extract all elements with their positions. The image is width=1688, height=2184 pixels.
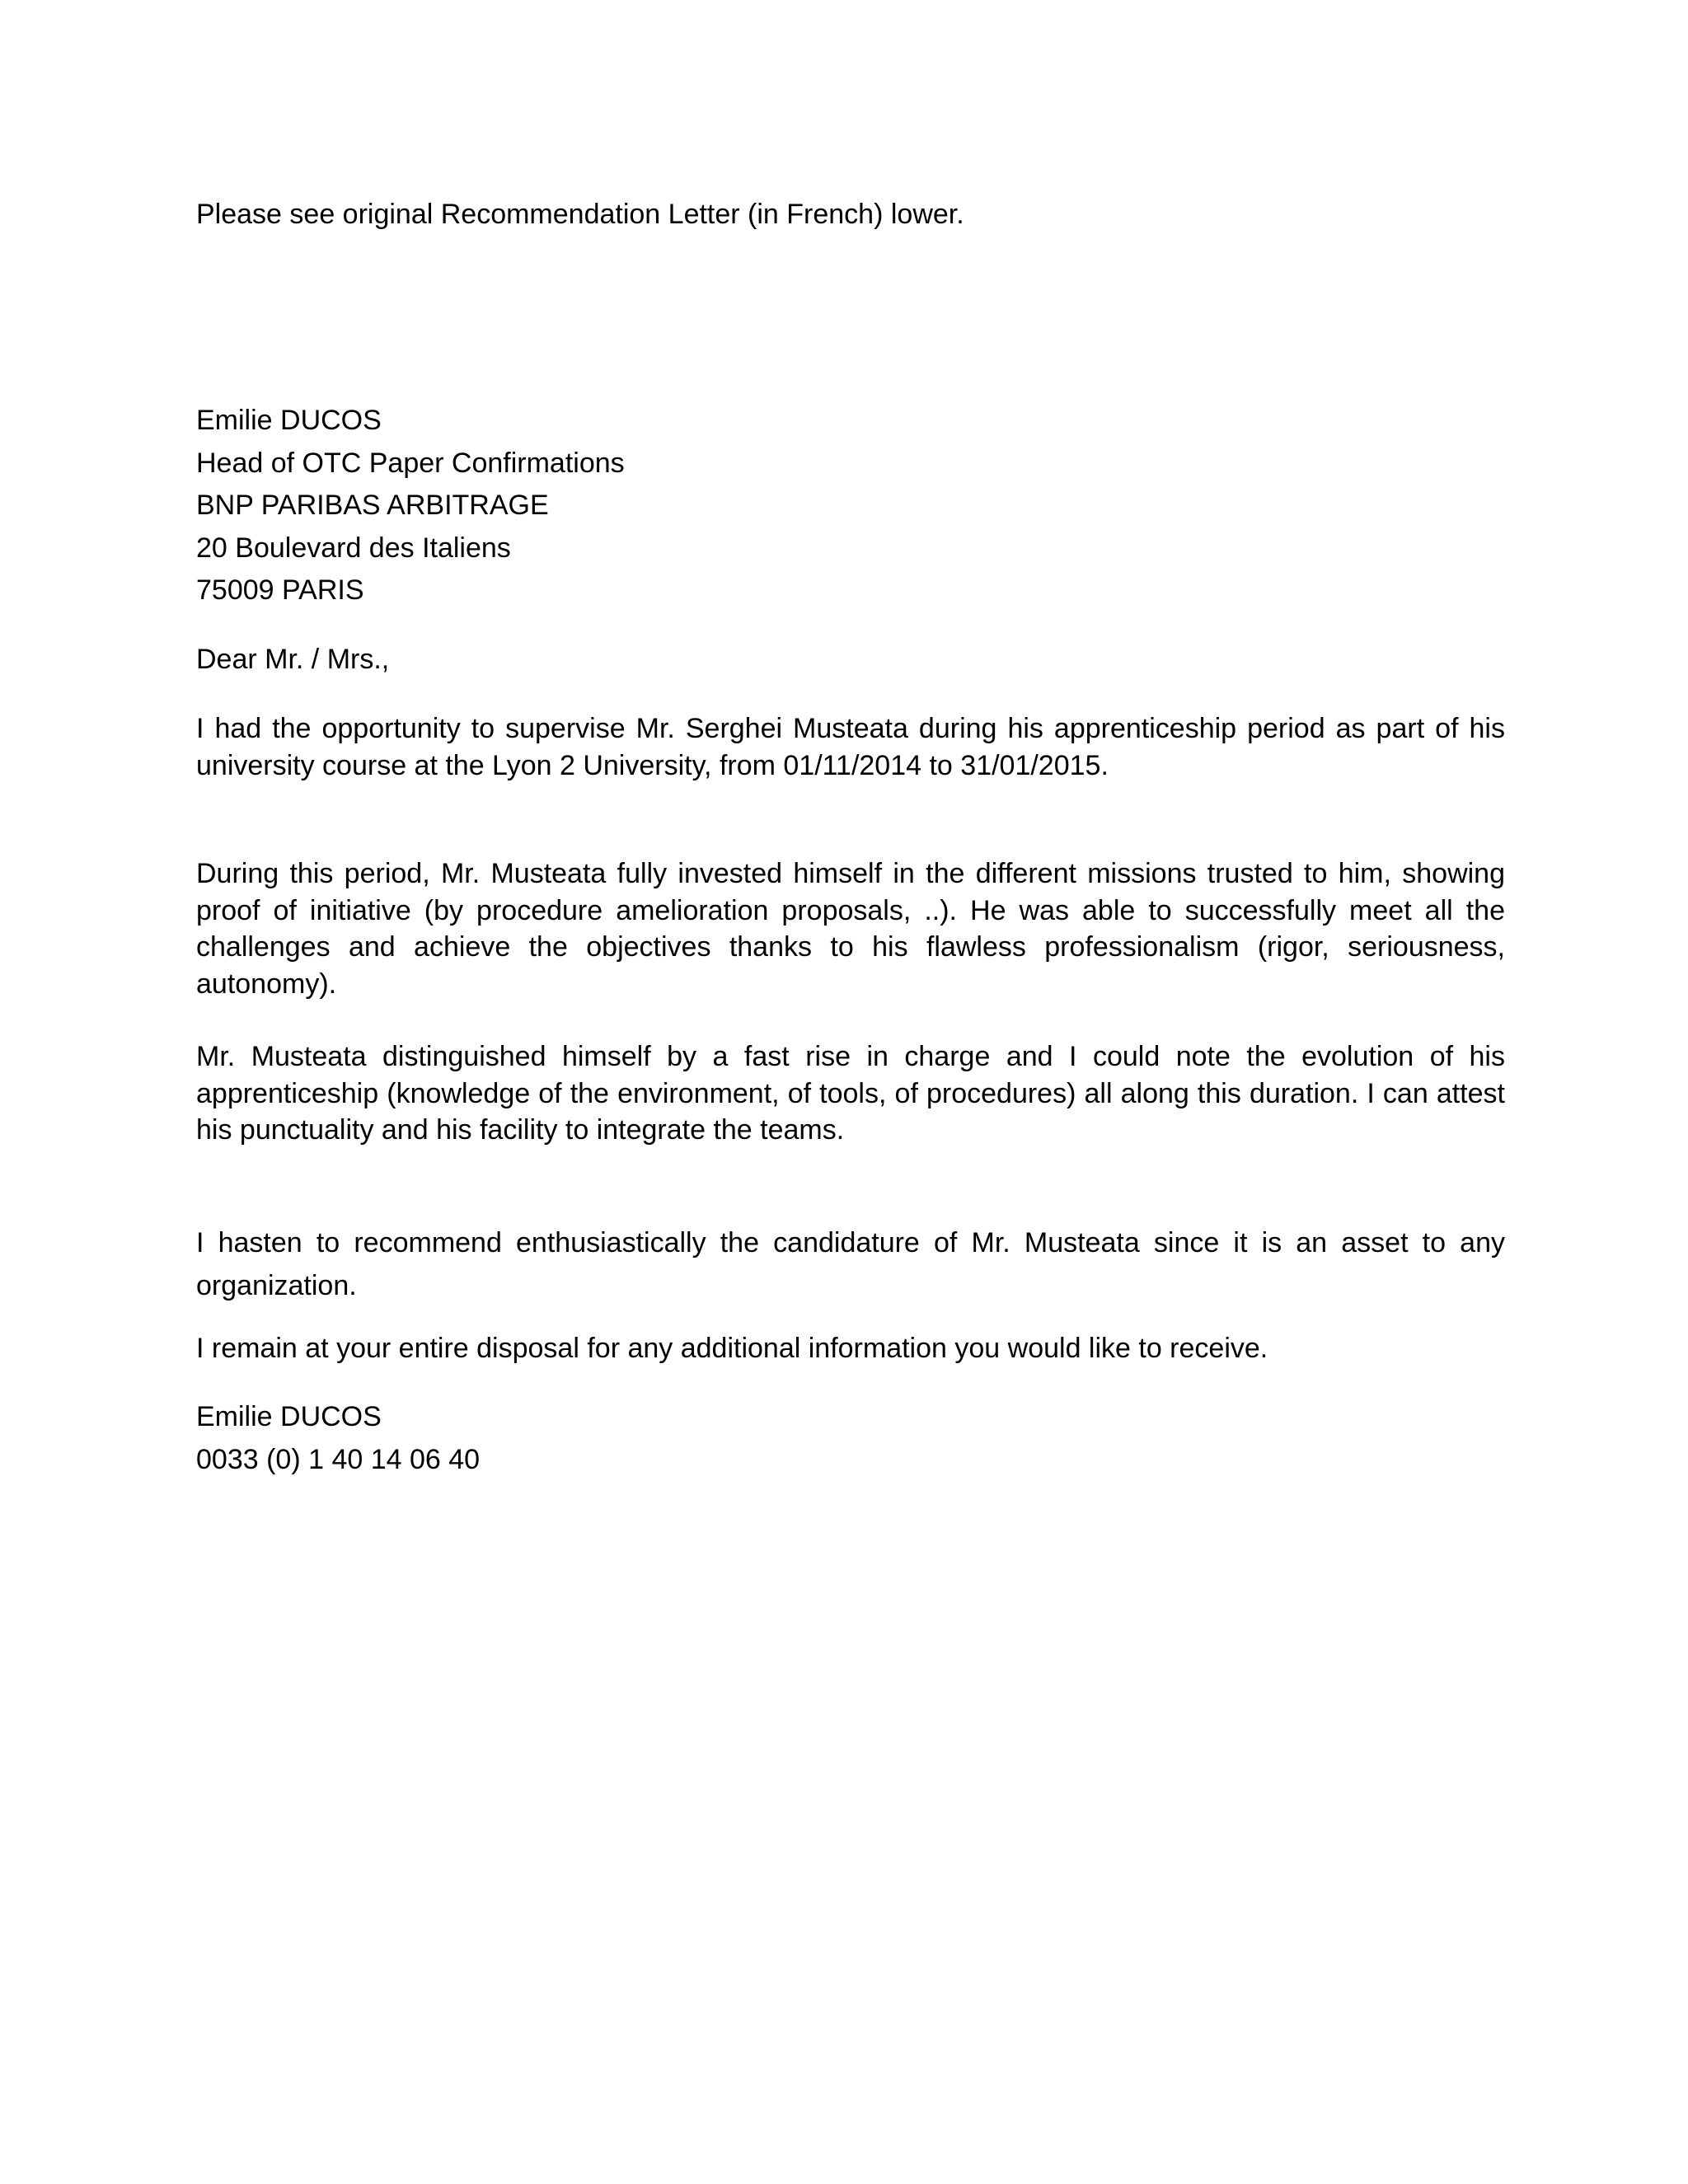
signature-name: Emilie DUCOS (196, 1401, 382, 1432)
paragraph-evolution: Mr. Musteata distinguished himself by a fast rise in charge and I could note the evolution of his apprenticeship (knowledge of the environment, of tools, of procedures) all along this duration. I can attest his punctuality and his facility to integrate the teams. (196, 1041, 1505, 1146)
paragraph-disposal: I remain at your entire disposal for any additional information you would like to receive. (196, 1333, 1268, 1364)
sender-title: Head of OTC Paper Confirmations (196, 447, 625, 479)
sender-address-block (196, 400, 625, 612)
signature-phone: 0033 (0) 1 40 14 06 40 (196, 1443, 481, 1475)
sender-street: 20 Boulevard des Italiens (196, 532, 511, 564)
signature-block (196, 1396, 480, 1481)
paragraph-recommendation: I hasten to recommend enthusiastically the candidature of Mr. Musteata since it is an asset to any organization. (196, 1227, 1505, 1301)
intro-note: Please see original Recommendation Letter (in French) lower. (196, 199, 964, 230)
paragraph-supervision: I had the opportunity to supervise Mr. Serghei Musteata during his apprenticeship period as part of his university course at the Lyon 2 University, from 01/11/2014 to 31/01/2015. (196, 713, 1505, 781)
sender-city: 75009 PARIS (196, 574, 364, 606)
paragraph-performance: During this period, Mr. Musteata fully invested himself in the different missions trusted to him, showing proof of initiative (by procedure amelioration proposals, ..). He was able to successfully meet all the challenges and achieve the objectives thanks to his flawless professionalism (rigor, seriousness, autonomy). (196, 858, 1505, 1000)
salutation: Dear Mr. / Mrs., (196, 644, 390, 675)
sender-name: Emilie DUCOS (196, 405, 382, 436)
sender-company: BNP PARIBAS ARBITRAGE (196, 490, 549, 521)
